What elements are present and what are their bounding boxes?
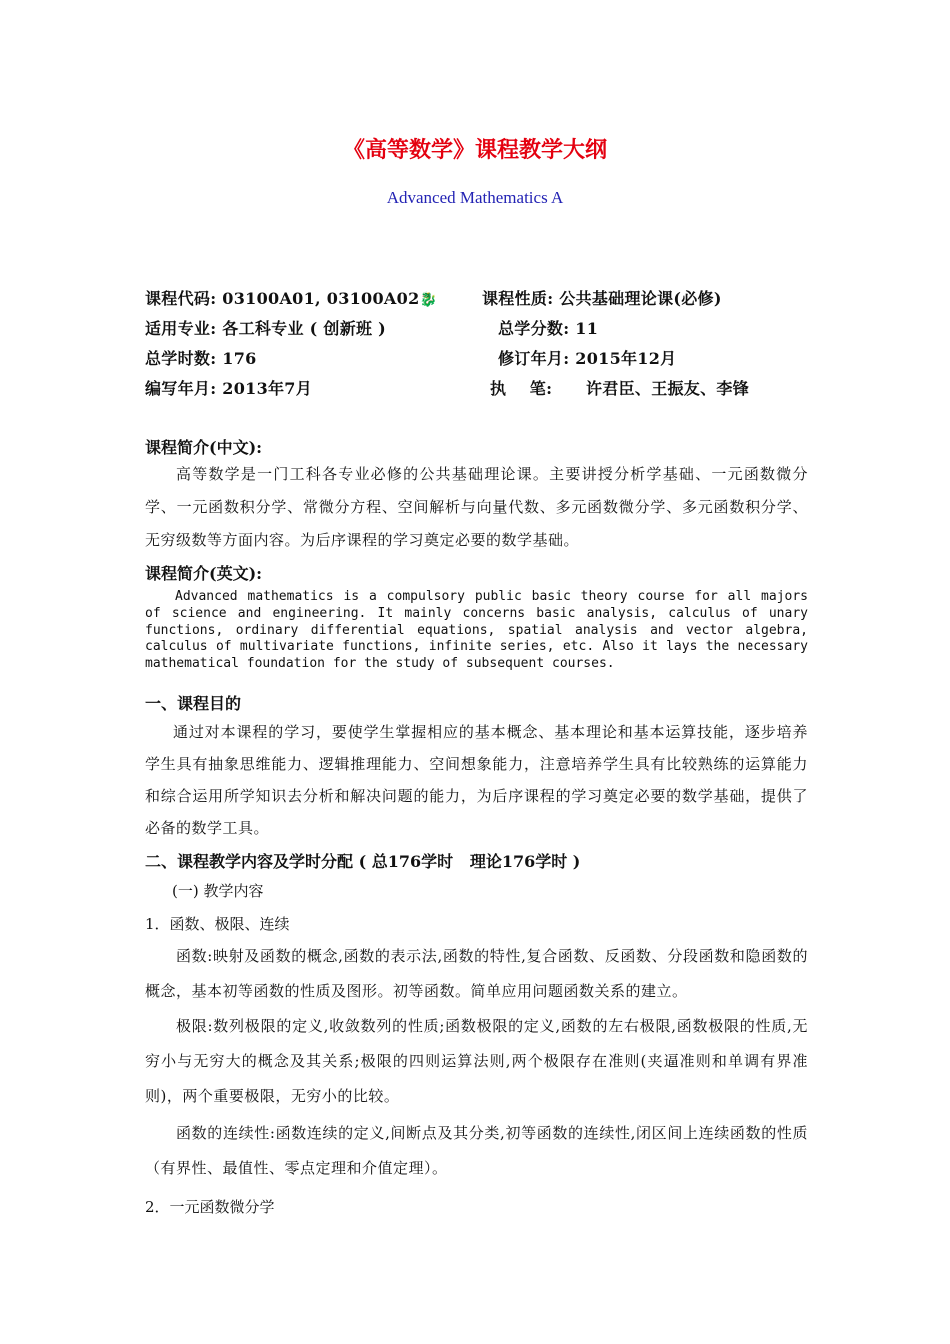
- continuity-text: 函数的连续性:函数连续的定义,间断点及其分类,初等函数的连续性,闭区间上连续函数的性质（有界性、最值性、零点定理和介值定理）。: [145, 1124, 808, 1177]
- written-date: 编写年月: 2013年7月: [145, 379, 313, 398]
- course-code-text: 课程代码: 03100A01, 03100A02: [145, 289, 420, 308]
- document-subtitle: Advanced Mathematics A: [386, 188, 564, 207]
- section-2-heading: 2．一元函数微分学: [145, 1198, 275, 1216]
- goal-heading: 一、课程目的: [145, 694, 242, 713]
- dragon-symbol-icon: 🐉: [419, 292, 438, 308]
- section-1-heading: 1．函数、极限、连续: [145, 915, 290, 933]
- content-subheading: (一) 教学内容: [172, 882, 264, 900]
- author-label: 执 笔:: [490, 379, 553, 398]
- revision-date: 修订年月: 2015年12月: [498, 349, 677, 368]
- content-heading: 二、课程教学内容及学时分配 ( 总176学时 理论176学时 ): [145, 852, 581, 871]
- total-hours: 总学时数: 176: [145, 349, 257, 368]
- goal-text: 通过对本课程的学习，要使学生掌握相应的基本概念、基本理论和基本运算技能，逐步培养学生具有抽象思维能力、逻辑推理能力、空间想象能力，注意培养学生具有比较熟练的运算能力和综合运用所学知识去分析和解决问题的能力，为后序课程的学习奠定必要的数学基础，提供了必备的数学工具。: [145, 723, 808, 837]
- intro-en-text: Advanced mathematics is a compulsory public basic theory course for all majors of science and engineering. It mainly concerns basic analysis, calculus of unary functions, ordinary differential equations, spatial analysis and vector algebra, calculus of multivariate functions, infinite series, etc. Also it lays the necessary mathematical foundation for the study of subsequent courses.: [145, 589, 808, 672]
- intro-cn-heading: 课程简介(中文):: [145, 438, 263, 457]
- course-nature: 课程性质: 公共基础理论课(必修): [482, 289, 722, 308]
- authors: 许君臣、王振友、李锋: [586, 379, 750, 398]
- intro-en-heading: 课程简介(英文):: [145, 564, 263, 583]
- document-title: 《高等数学》课程教学大纲: [342, 137, 607, 163]
- functions-text: 函数:映射及函数的概念,函数的表示法,函数的特性,复合函数、反函数、分段函数和隐函数的概念，基本初等函数的性质及图形。初等函数。简单应用问题函数关系的建立。: [145, 947, 808, 1000]
- limits-text: 极限:数列极限的定义,收敛数列的性质;函数极限的定义,函数的左右极限,函数极限的性质,无穷小与无穷大的概念及其关系;极限的四则运算法则,两个极限存在准则(夹逼准则和单调有界准则)，两个重要极限，无穷小的比较。: [145, 1017, 808, 1105]
- course-code: [145, 286, 437, 309]
- intro-cn-text: 高等数学是一门工科各专业必修的公共基础理论课。主要讲授分析学基础、一元函数微分学、一元函数积分学、常微分方程、空间解析与向量代数、多元函数微分学、多元函数积分学、无穷级数等方面内容。为后序课程的学习奠定必要的数学基础。: [145, 465, 808, 549]
- total-credits: 总学分数: 11: [498, 319, 599, 338]
- applicable-major: 适用专业: 各工科专业 ( 创新班 ): [145, 319, 387, 338]
